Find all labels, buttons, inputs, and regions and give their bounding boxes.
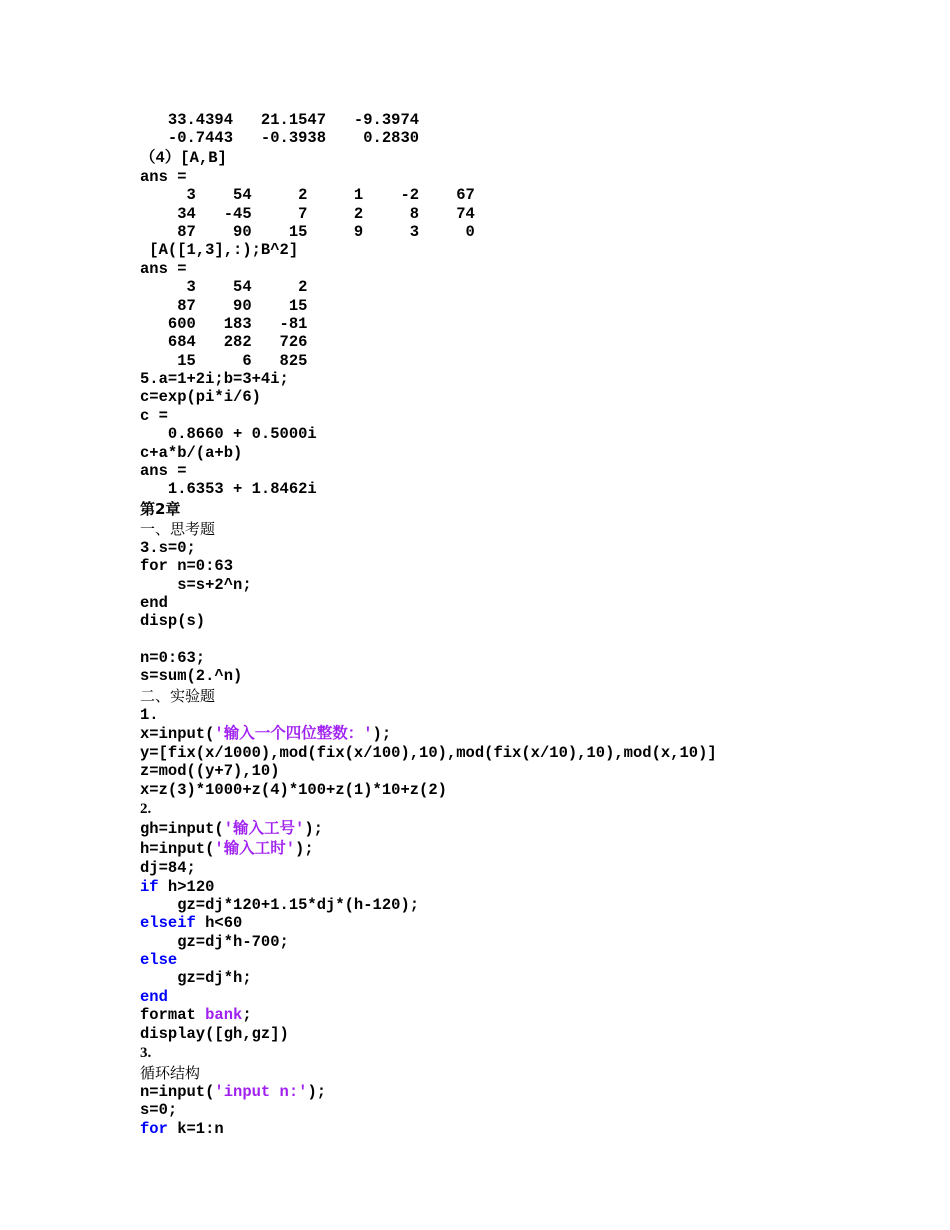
output-label: c = [140,406,168,425]
code-text: ); [295,840,314,859]
matrix-row: 87 90 15 [140,296,308,315]
output-label: ans = [140,167,187,186]
matrix-row: 33.4394 21.1547 -9.3974 [140,111,420,129]
item-number: 3. [140,1045,152,1062]
code-line: gz=dj*h; [140,969,252,988]
code-line [140,1120,920,1138]
document-page [140,111,920,1138]
code-line: c=exp(pi*i/6) [140,388,261,407]
string-literal: bank [205,1006,243,1025]
code-text: gh=input( [140,820,224,839]
code-text: ); [372,724,392,743]
code-line [140,1083,920,1101]
code-line: gz=dj*h-700; [140,932,289,951]
code-text: n=input( [140,1083,215,1102]
code-line: end [140,593,168,612]
matrix-row: 684 282 726 [140,333,308,352]
code-text: h>120 [158,877,215,896]
code-text: ; [242,1006,252,1025]
keyword-line: else [140,951,178,970]
code-line: x=z(3)*1000+z(4)*100+z(1)*10+z(2) [140,780,447,799]
string-literal: '输入工号' [223,820,305,839]
code-line [140,1006,920,1024]
code-line: c+a*b/(a+b) [140,443,243,462]
code-text: x=input( [140,724,215,743]
code-text: ); [304,820,323,839]
code-line: n=0:63; [140,648,206,667]
matrix-row: 34 -45 7 2 8 74 [140,204,475,223]
section-heading: 二、实验题 [140,686,216,705]
item-number: 2. [140,801,152,818]
code-line [140,724,920,744]
code-text: ); [307,1083,327,1102]
section-heading: 循环结构 [140,1064,201,1083]
code-line: z=mod((y+7),10) [140,762,280,781]
code-line: （4）[A,B] [140,148,227,167]
output-value: 0.8660 + 0.5000i [140,425,317,444]
keyword: if [140,877,159,896]
output-label: ans = [140,462,187,481]
string-literal: 'input n:' [214,1083,308,1102]
matrix-row: 87 90 15 9 3 0 [140,222,475,241]
string-literal: '输入一个四位整数：' [214,724,373,743]
matrix-row: -0.7443 -0.3938 0.2830 [140,129,420,148]
matrix-row: 3 54 2 1 -2 67 [140,186,475,205]
code-line: 3.s=0; [140,538,196,557]
code-line: gz=dj*120+1.15*dj*(h-120); [140,895,420,914]
code-text: h=input( [140,840,215,859]
keyword-line: end [140,987,168,1006]
code-line: dj=84; [140,859,196,878]
item-number: 1. [140,705,159,724]
chapter-heading: 第2章 [140,499,181,518]
keyword: elseif [140,914,196,933]
code-line: 5.a=1+2i;b=3+4i; [140,370,289,389]
code-line: for n=0:63 [140,557,234,576]
code-line: y=[fix(x/1000),mod(fix(x/100),10),mod(fix(x/10),10),mod(x,10)] [140,743,717,762]
matrix-row: 600 183 -81 [140,314,308,333]
section-heading: 一、思考题 [140,519,216,538]
matrix-row: 3 54 2 [140,278,308,297]
code-line [140,878,920,896]
keyword: for [140,1119,168,1138]
code-line: s=s+2^n; [140,575,252,594]
code-text: format [140,1006,206,1025]
code-line [140,914,920,932]
code-line: [A([1,3],:);B^2] [140,241,299,260]
code-text: h<60 [195,914,243,933]
blank-line [140,631,920,649]
code-line: s=sum(2.^n) [140,667,243,686]
code-line [140,839,920,859]
code-line: display([gh,gz]) [140,1024,289,1043]
matrix-row: 15 6 825 [140,351,308,370]
code-line: disp(s) [140,612,206,631]
output-label: ans = [140,259,187,278]
output-value: 1.6353 + 1.8462i [140,480,317,499]
code-line: s=0; [140,1101,178,1120]
code-line [140,819,920,839]
code-text: k=1:n [167,1119,224,1138]
string-literal: '输入工时' [214,840,296,859]
